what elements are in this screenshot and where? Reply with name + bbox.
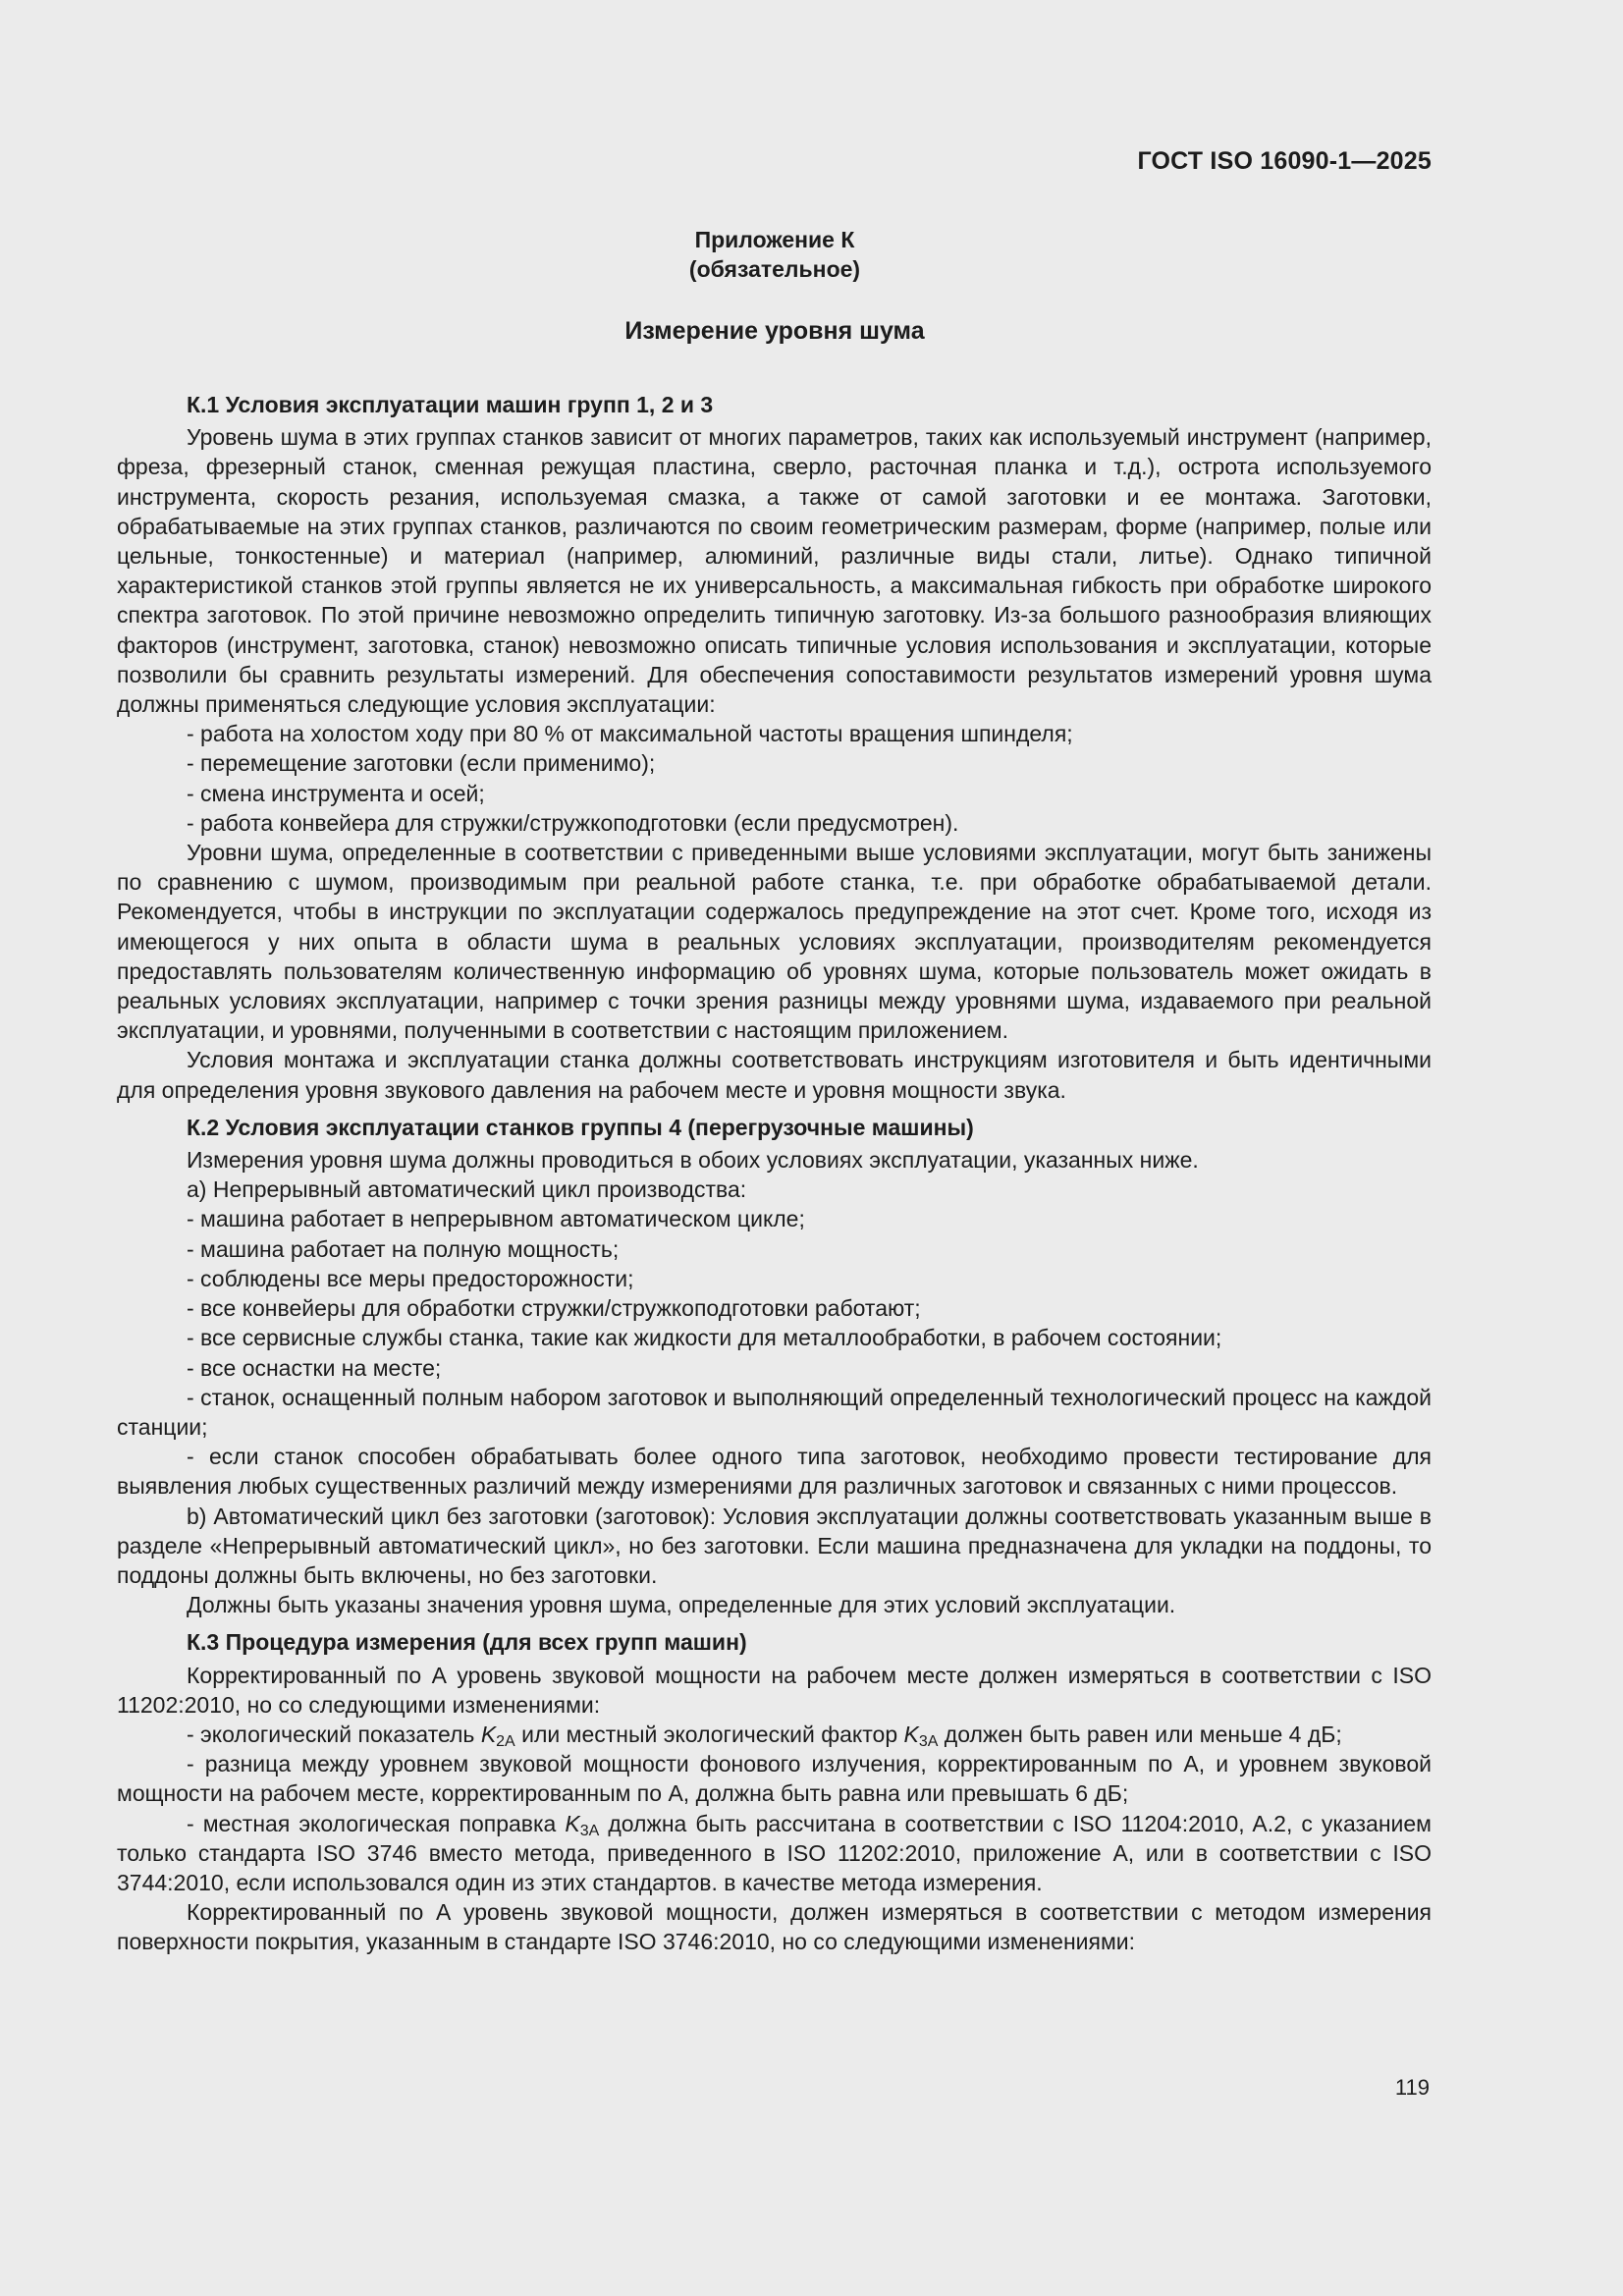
list-item: - работа на холостом ходу при 80 % от максимальной частоты вращения шпинделя;	[187, 721, 1073, 747]
text-run: - экологический показатель	[187, 1721, 481, 1747]
list-item	[117, 1720, 1432, 1749]
subscript: 3A	[918, 1732, 939, 1750]
list-item: - разница между уровнем звуковой мощности фонового излучения, корректированным по А, и уровнем звуковой мощности на рабочем месте, корректированным по А, должна быть равна или превышать 6 дБ;	[117, 1751, 1432, 1807]
annex-status: (обязательное)	[688, 256, 861, 282]
annex-title: Приложение К	[694, 227, 855, 252]
subscript: 3A	[579, 1822, 600, 1839]
list-item: - смена инструмента и осей;	[187, 780, 485, 806]
list-item: - работа конвейера для стружки/стружкоподготовки (если предусмотрен).	[187, 809, 959, 836]
list-title: а) Непрерывный автоматический цикл производства:	[187, 1176, 747, 1203]
paragraph: Условия монтажа и эксплуатации станка должны соответствовать инструкциям изготовителя и быть идентичными для определения уровня звукового давления на рабочем месте и уровня мощности звука.	[117, 1047, 1432, 1103]
paragraph: Корректированный по А уровень звуковой мощности, должен измеряться в соответствии с методом измерения поверхности покрытия, указанным в стандарте ISO 3746:2010, но со следующими изменениями:	[117, 1899, 1432, 1955]
symbol-k: K	[565, 1810, 580, 1836]
list-item	[117, 1809, 1432, 1898]
paragraph: Измерения уровня шума должны проводиться в обоих условиях эксплуатации, указанных ниже.	[187, 1147, 1199, 1174]
paragraph: Должны быть указаны значения уровня шума, определенные для этих условий эксплуатации.	[187, 1592, 1176, 1618]
symbol-k: K	[903, 1721, 919, 1747]
list-item: - станок, оснащенный полным набором заготовок и выполняющий определенный технологический процесс на каждой станции;	[117, 1384, 1432, 1440]
document-body	[117, 390, 1432, 1957]
list-item: - машина работает на полную мощность;	[187, 1235, 620, 1262]
page-number: 119	[1394, 2075, 1430, 2100]
text-run: должна быть рассчитана в соответствии с ISO 11204:2010, A.2, с указанием только стандарта ISO 3746 вместо метода, приведенного в ISO 11202:2010, приложение А, или в соответствии с ISO 3744:2010, если использовался один из этих стандартов. в качестве метода измерения.	[117, 1810, 1432, 1895]
paragraph: Корректированный по А уровень звуковой мощности на рабочем месте должен измеряться в соответствии с ISO 11202:2010, но со следующими изменениями:	[117, 1662, 1432, 1718]
list-item: - машина работает в непрерывном автоматическом цикле;	[187, 1206, 805, 1232]
section-heading-k3: К.3 Процедура измерения (для всех групп машин)	[187, 1629, 747, 1656]
document-code: ГОСТ ISO 16090-1—2025	[1137, 147, 1432, 175]
subscript: 2A	[496, 1732, 515, 1750]
list-item: - все конвейеры для обработки стружки/стружкоподготовки работают;	[187, 1295, 921, 1322]
page-title: Измерение уровня шума	[624, 317, 925, 345]
list-item: - соблюдены все меры предосторожности;	[187, 1265, 634, 1291]
paragraph: Уровни шума, определенные в соответствии с приведенными выше условиями эксплуатации, могут быть занижены по сравнению с шумом, производимым при реальной работе станка, т.е. при обработке обрабатываемой детали. Рекомендуется, чтобы в инструкции по эксплуатации содержалось предупреждение на этот счет. Кроме того, исходя из имеющегося у них опыта в области шума в реальных условиях эксплуатации, производителям рекомендуется предоставлять пользователям количественную информацию об уровнях шума, которые пользователь может ожидать в реальных условиях эксплуатации, например с точки зрения разницы между уровнями шума, издаваемого при реальной эксплуатации, и уровнями, полученными в соответствии с настоящим приложением.	[117, 840, 1432, 1044]
paragraph: Уровень шума в этих группах станков зависит от многих параметров, таких как используемый инструмент (например, фреза, фрезерный станок, сменная режущая пластина, сверло, расточная планка и т.д.), острота используемого инструмента, скорость резания, используемая смазка, а также от самой заготовки и ее монтажа. Заготовки, обрабатываемые на этих группах станков, различаются по своим геометрическим размерам, форме (например, полые или цельные, тонкостенные) и материал (например, алюминий, различные виды стали, литье). Однако типичной характеристикой станков этой группы является не их универсальность, а максимальная гибкость при обработке широкого спектра заготовок. По этой причине невозможно определить типичную заготовку. Из-за большого разнообразия влияющих факторов (инструмент, заготовка, станок) невозможно описать типичные условия использования и эксплуатации, которые позволили бы сравнить результаты измерений. Для обеспечения сопоставимости результатов измерений уровня шума должны применяться следующие условия эксплуатации:	[117, 424, 1432, 718]
text-run: должен быть равен или меньше 4 дБ;	[938, 1721, 1342, 1747]
text-run: - местная экологическая поправка	[187, 1810, 566, 1836]
section-heading-k1: К.1 Условия эксплуатации машин групп 1, 2 и 3	[187, 392, 714, 417]
symbol-k: K	[480, 1721, 497, 1747]
list-item: - перемещение заготовки (если применимо);	[187, 750, 656, 777]
section-heading-k2: К.2 Условия эксплуатации станков группы 4 (перегрузочные машины)	[187, 1114, 974, 1140]
list-item: - если станок способен обрабатывать более одного типа заготовок, необходимо провести тестирование для выявления любых существенных различий между измерениями для различных заготовок и связанных с ними процессов.	[117, 1444, 1432, 1500]
paragraph: b) Автоматический цикл без заготовки (заготовок): Условия эксплуатации должны соответствовать указанным выше в разделе «Непрерывный автоматический цикл», но без заготовки. Если машина предназначена для укладки на поддоны, то поддоны должны быть включены, но без заготовки.	[117, 1503, 1432, 1588]
text-run: или местный экологический фактор	[514, 1721, 904, 1747]
list-item: - все сервисные службы станка, такие как жидкости для металлообработки, в рабочем состоянии;	[187, 1325, 1222, 1351]
list-item: - все оснастки на месте;	[187, 1354, 442, 1381]
